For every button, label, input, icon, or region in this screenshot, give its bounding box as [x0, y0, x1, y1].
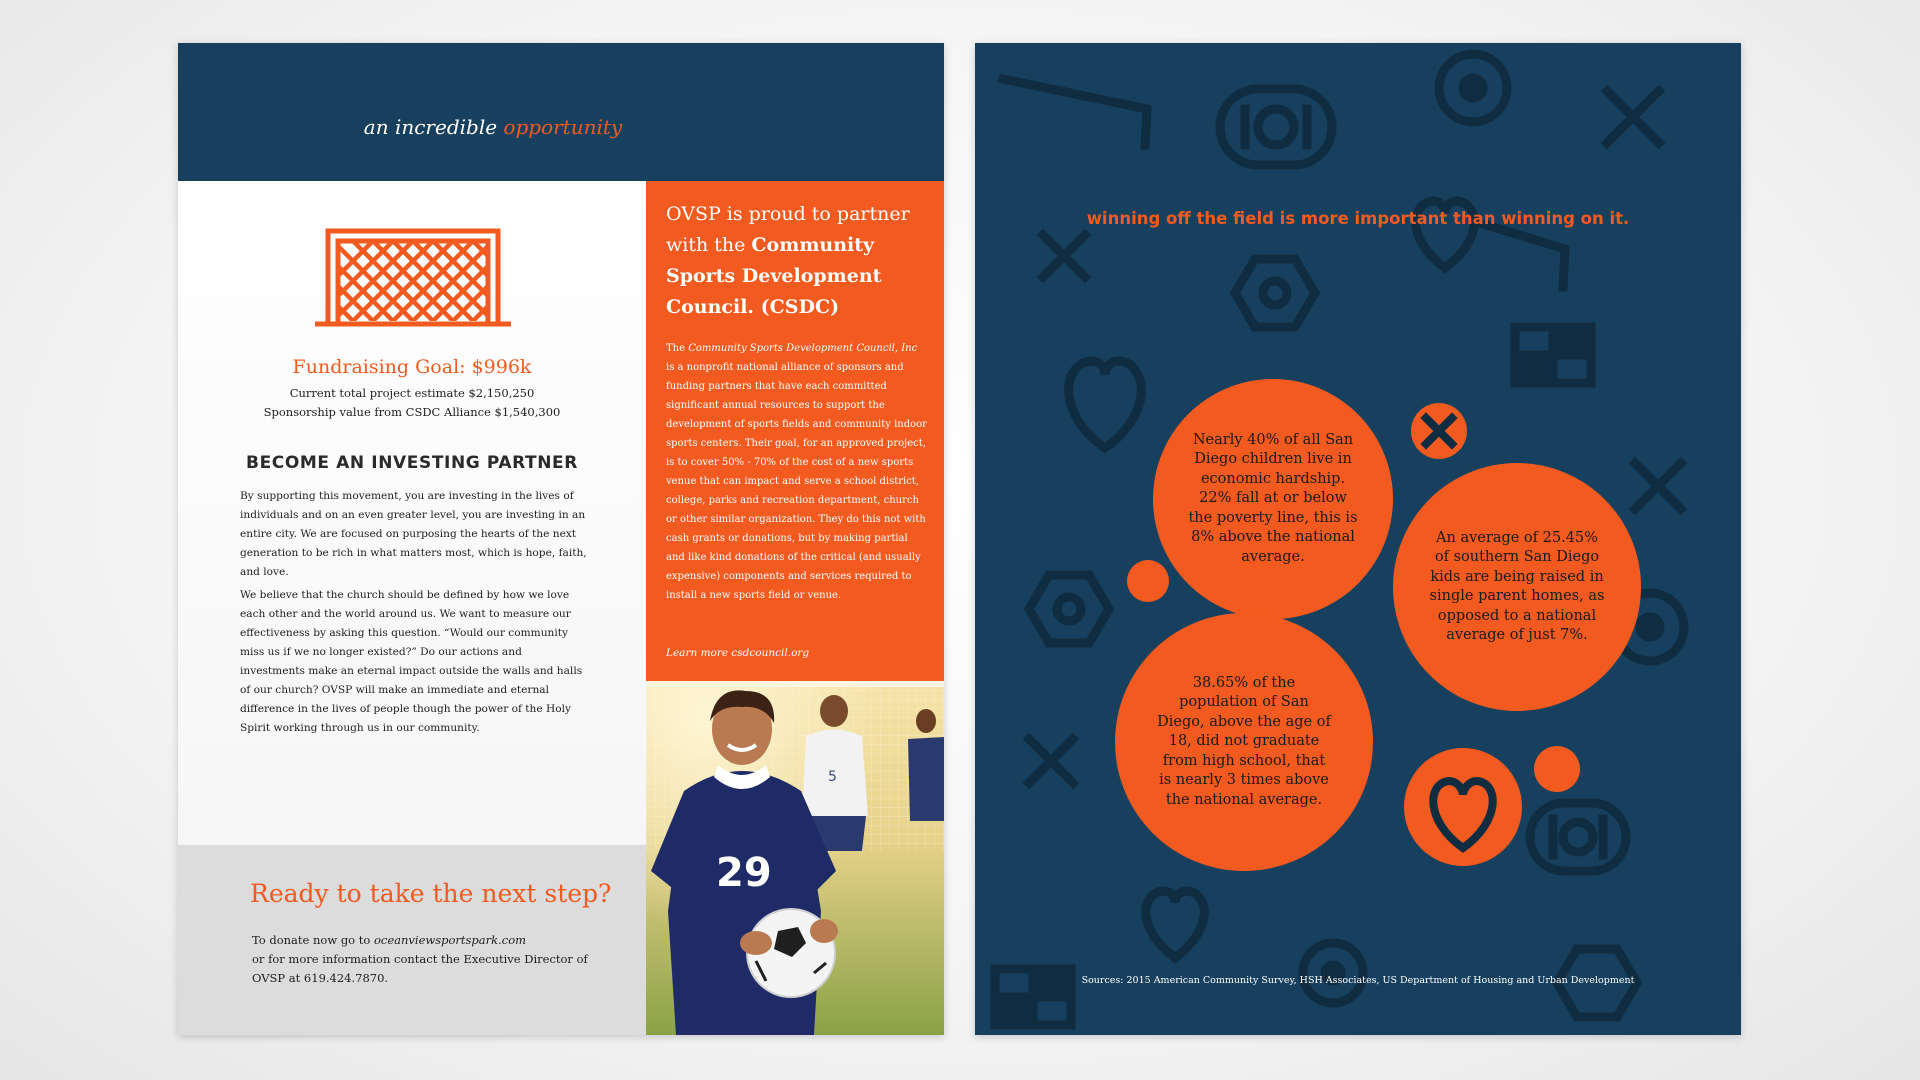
checker-icon	[1515, 327, 1591, 383]
tagline: winning off the field is more important than winning on it.	[1086, 209, 1630, 228]
heart-icon	[1146, 891, 1205, 958]
sponsorship-value-line: Sponsorship value from CSDC Alliance $1,540,300	[263, 405, 561, 419]
partner-body-org: Community Sports Development Council, Inc	[688, 343, 918, 354]
accent-dot	[1127, 560, 1169, 602]
header-title-accent: opportunity	[503, 115, 623, 139]
investing-body	[240, 487, 590, 742]
x-icon	[1029, 739, 1073, 783]
partner-title	[666, 199, 934, 323]
hexagon-nut-icon	[1235, 259, 1315, 327]
soccer-player-illustration	[646, 681, 944, 1035]
investing-paragraph-1: By supporting this movement, you are investing in the lives of individuals and on an even greater level, you are investing in an entire city. We are focused on purposing the hearts of the next generation to be rich in what matters most, which is hope, faith, and love.	[240, 490, 587, 578]
stat-circle-single-parent	[1393, 463, 1641, 711]
left-page-header	[178, 43, 944, 181]
field-icon	[1530, 803, 1626, 871]
call-to-action-panel	[178, 845, 646, 1035]
stat-text: An average of 25.45% of southern San Diego kids are being raised in single parent homes, as opposed to a national average of just 7%.	[1429, 529, 1605, 643]
stat-text: Nearly 40% of all San Diego children live in economic hardship. 22% fall at or below the poverty line, this is 8% above the national average.	[1188, 431, 1358, 565]
target-icon	[1303, 943, 1363, 1003]
stat-circle-economic-hardship	[1153, 379, 1393, 619]
sources-note: Sources: 2015 American Community Survey, HSH Associates, US Department of Housing and Urban Development	[1081, 975, 1635, 986]
csdc-link[interactable]: Learn more csdcouncil.org	[666, 647, 810, 659]
project-estimate-line: Current total project estimate $2,150,250	[289, 386, 535, 400]
header-title-main: an incredible	[363, 115, 498, 139]
hexagon-nut-icon	[1029, 575, 1109, 643]
x-icon	[1043, 235, 1085, 277]
partner-body	[666, 339, 928, 605]
brochure-left-page	[178, 43, 944, 1035]
field-icon	[1220, 89, 1332, 165]
x-icon	[1607, 91, 1659, 143]
stat-circle-graduation	[1115, 613, 1373, 871]
goal-post-icon	[1003, 79, 1147, 145]
jersey-number: 29	[716, 850, 772, 896]
goal-post-icon	[1480, 223, 1565, 287]
background-player-number: 5	[828, 769, 837, 785]
partner-title-text: OVSP is proud to partner with the	[666, 203, 910, 256]
partner-panel	[646, 181, 944, 681]
partner-title-org: Community Sports Development Council. (CSDC)	[666, 234, 882, 318]
cta-contact-text: or for more information contact the Executive Director of OVSP at 619.424.7870.	[252, 952, 588, 985]
cta-body	[252, 931, 612, 988]
header-title	[178, 115, 808, 139]
investing-panel	[178, 181, 646, 845]
target-icon	[1439, 54, 1507, 122]
brochure-right-page	[975, 43, 1741, 1035]
partner-body-text: is a nonprofit national alliance of sponsors and funding partners that have each committed significant annual resources to support the development of sports fields and community indoor sports centers. Their goal, for an approved project, is to cover 50% - 70% of the cost of a new sports venue that can impact and serve a school district, college, parks and recreation department, church or other similar organization. They do this not with cash grants or donations, but by making partial and like kind donations of the critical (and usually expensive) components and services required to install a new sports field or venue.	[666, 362, 927, 601]
x-icon	[1635, 463, 1681, 509]
fundraising-goal-title: Fundraising Goal: $996k	[292, 356, 532, 378]
investing-partner-heading: BECOME AN INVESTING PARTNER	[246, 453, 578, 473]
investing-paragraph-2: We believe that the church should be defined by how we love each other and the world around us. We want to measure our effectiveness by asking this question. “Would our community miss us if we no longer existed?” Do our actions and investments make an eternal impact outside the walls and halls of our church? OVSP will make an immediate and eternal difference in the lives of people though the power of the Holy Spirit working through us in our community.	[240, 589, 583, 734]
cta-donate-text: To donate now go to	[252, 933, 374, 947]
soccer-player-photo	[646, 681, 944, 1035]
heart-icon	[1069, 361, 1142, 448]
partner-body-prefix: The	[666, 343, 689, 354]
donate-link[interactable]: oceanviewsportspark.com	[373, 933, 527, 947]
stat-text: 38.65% of the population of San Diego, above the age of 18, did not graduate from high school, that is nearly 3 times above the national average.	[1157, 674, 1331, 808]
cta-title: Ready to take the next step?	[250, 879, 612, 908]
accent-dot	[1534, 746, 1580, 792]
soccer-goal-icon	[313, 226, 513, 336]
